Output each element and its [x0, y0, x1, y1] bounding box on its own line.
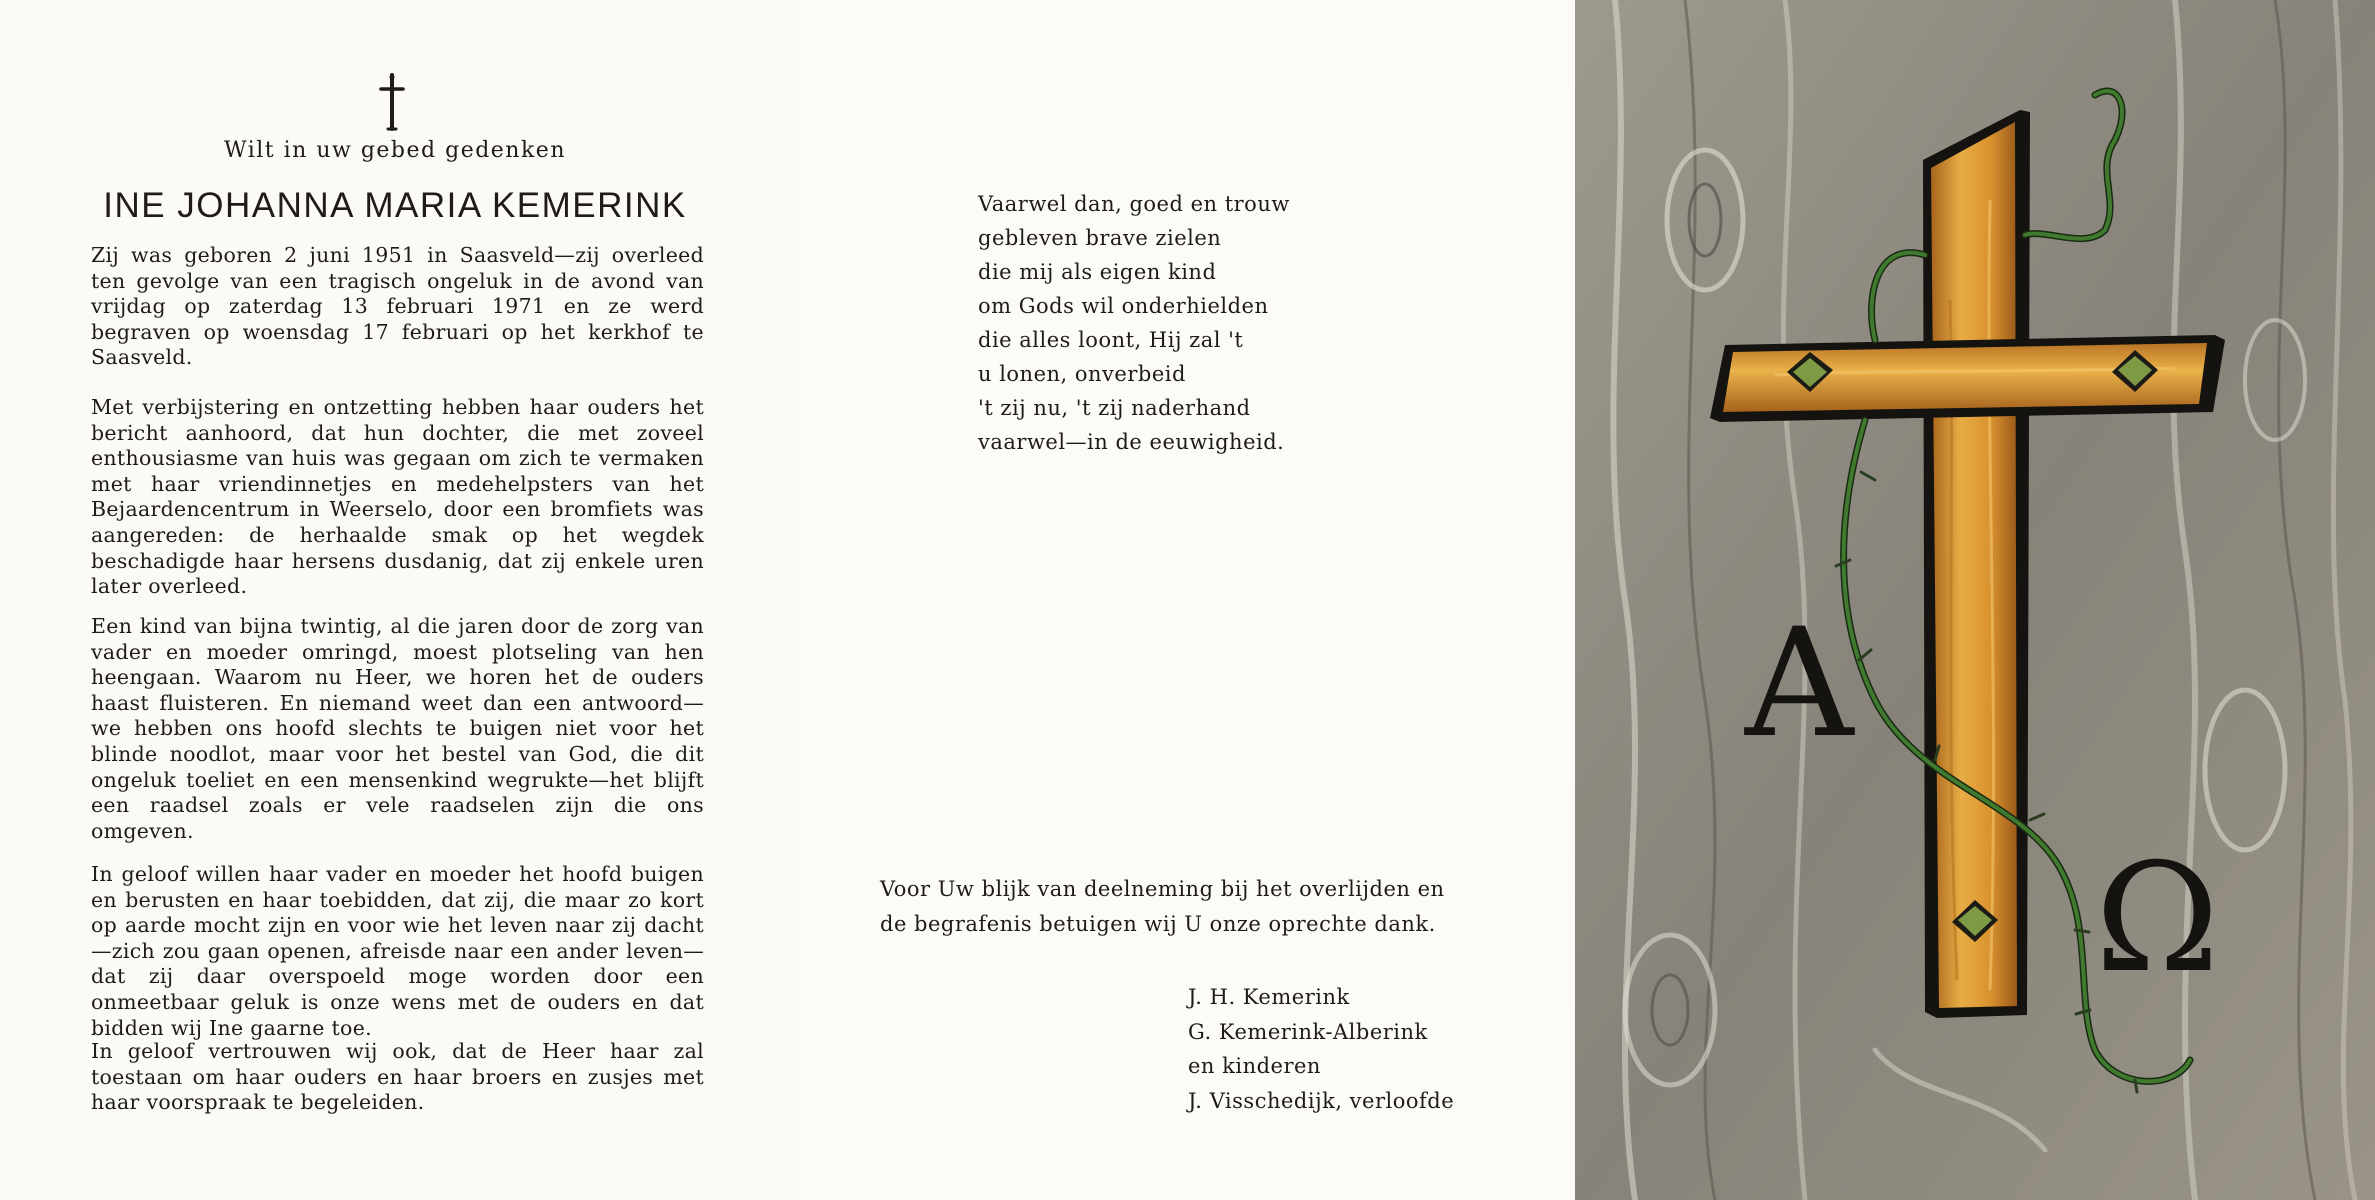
- paragraph-reflection: [91, 614, 704, 844]
- alpha-letter: [1744, 597, 1855, 771]
- poem-line: om Gods wil onderhielden: [978, 294, 1269, 318]
- poem-line: Vaarwel dan, goed en trouw: [978, 192, 1290, 216]
- poem-line: gebleven brave zielen: [978, 226, 1222, 250]
- thanks-note: [880, 872, 1445, 942]
- omega-letter: [2095, 832, 2219, 1006]
- middle-page: [800, 0, 1575, 1200]
- deceased-name: INE JOHANNA MARIA KEMERINK: [103, 186, 687, 225]
- thanks-line: de begrafenis betuigen wij U onze oprechte dank.: [880, 912, 1436, 936]
- signatory: J. H. Kemerink: [1188, 985, 1350, 1009]
- poem-line: vaarwel—in de eeuwigheid.: [978, 430, 1285, 454]
- signatory: en kinderen: [1188, 1054, 1321, 1078]
- paragraph-text: In geloof vertrouwen wij ook, dat de Heer haar zal toestaan om haar ouders en haar broers en zusjes met haar voorspraak te begeleiden.: [91, 1039, 704, 1115]
- signatory: G. Kemerink-Alberink: [1188, 1019, 1428, 1044]
- paragraph-faith: [91, 862, 704, 1041]
- paragraph-text: Zij was geboren 2 juni 1951 in Saasveld—zij overleed ten gevolge van een tragisch ongeluk in de avond van vrijdag op zaterdag 13 februari 1971 en ze werd begraven op woensdag 17 februari op het kerkhof te Saasveld.: [91, 243, 704, 370]
- svg-text:Ω: Ω: [2095, 832, 2220, 1006]
- poem-line: die alles loont, Hij zal 't: [978, 328, 1244, 352]
- cover-illustration: [1575, 0, 2375, 1200]
- poem-line: 't zij nu, 't zij naderhand: [978, 396, 1251, 420]
- signatory: J. Visschedijk, verloofde: [1188, 1088, 1455, 1113]
- paragraph-text: In geloof willen haar vader en moeder het hoofd buigen en berusten en haar toebidden, dat zij, die maar zo kort op aarde mocht zijn en voor wie het leven naar zij dacht—zich zou gaan openen, afreisde naar een ander leven—dat zij daar overspoeld moge worden door een onmeetbaar geluk is onze wens met de ouders en dat bidden wij Ine gaarne toe.: [91, 862, 704, 1040]
- thanks-line: Voor Uw blijk van deelneming bij het overlijden en: [880, 877, 1445, 901]
- signatories: [1188, 980, 1454, 1118]
- invite-line: Wilt in uw gebed gedenken: [224, 138, 566, 163]
- paragraph-accident: [91, 395, 704, 600]
- paragraph-text: Een kind van bijna twintig, al die jaren door de zorg van vader en moeder omringd, moest plotseling van hen heengaan. Waarom nu Heer, we horen het de ouders haast fluisteren. En niemand weet dan een antwoord—we hebben ons hoofd slechts te buigen niet voor het blinde noodlot, maar voor het bestel van God, die dit ongeluk toeliet en een mensenkind wegrukte—het blijft een raadsel zoals er vele raadselen zijn die ons omgeven.: [91, 614, 704, 843]
- poem-line: die mij als eigen kind: [978, 260, 1217, 284]
- left-page: [0, 0, 800, 1200]
- paragraph-trust: [91, 1039, 704, 1116]
- paragraph-text: Met verbijstering en ontzetting hebben haar ouders het bericht aanhoord, dat hun dochter, die met zoveel enthousiasme van huis was gegaan om zich te vermaken met haar vriendinnetjes en medehelpsters van het Bejaardencentrum in Weerselo, door een bromfiets was aangereden: de herhaalde smak op het wegdek beschadigde haar hersens dusdanig, dat zij enkele uren later overleed.: [91, 395, 704, 599]
- small-cross-icon: [372, 72, 412, 132]
- svg-text:Α: Α: [1745, 597, 1854, 771]
- cross-illustration: [1575, 0, 2375, 1200]
- poem-line: u lonen, onverbeid: [978, 362, 1186, 386]
- paragraph-birth-death: [91, 243, 704, 371]
- farewell-poem: [978, 187, 1290, 459]
